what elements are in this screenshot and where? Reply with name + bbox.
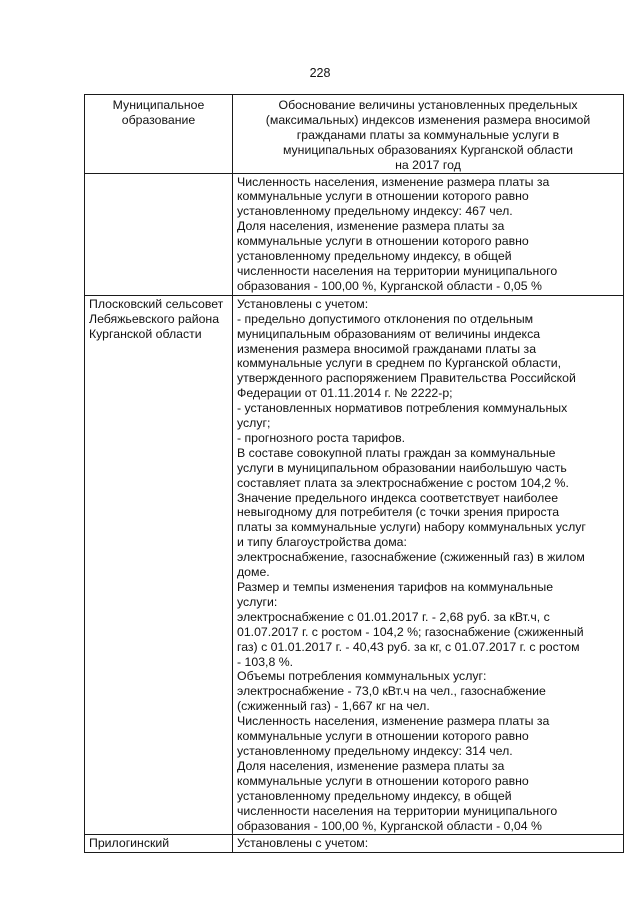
text-line: Федерации от 01.11.2014 г. № 2222-р; bbox=[237, 386, 453, 401]
text-line: Численность населения, изменение размера платы за bbox=[237, 174, 550, 189]
text-line: электроснабжение - 73,0 кВт.ч на чел., газоснабжение bbox=[237, 684, 546, 699]
municipality-cell bbox=[85, 295, 233, 835]
text-line: Прилогинский bbox=[89, 836, 170, 851]
text-line: муниципальным образованиям от величины индекса bbox=[237, 326, 541, 341]
text-line: В составе совокупной платы граждан за коммунальные bbox=[237, 445, 556, 460]
text-line: составляет плата за электроснабжение с ростом 104,2 %. bbox=[237, 475, 569, 490]
text-line: численности населения на территории муниципального bbox=[237, 263, 558, 278]
text-line: образование bbox=[121, 112, 196, 127]
text-line: - предельно допустимого отклонения по отдельным bbox=[237, 311, 534, 326]
text-line: коммунальные услуги в отношении которого равно bbox=[237, 234, 529, 249]
text-line: доме. bbox=[237, 565, 270, 580]
text-line: Курганской области bbox=[89, 326, 202, 341]
text-line: - прогнозного роста тарифов. bbox=[237, 430, 406, 445]
text-line: Размер и темпы изменения тарифов на коммунальные bbox=[237, 580, 554, 594]
table-row bbox=[85, 295, 624, 835]
text-line: коммунальные услуги в отношении которого равно bbox=[237, 773, 529, 788]
text-line: (сжиженный газ) - 1,667 кг на чел. bbox=[237, 699, 430, 714]
table-header-row bbox=[85, 95, 624, 174]
text-line: - установленных нормативов потребления коммунальных bbox=[237, 401, 568, 416]
text-line: Установлены с учетом: bbox=[237, 836, 369, 851]
justification-cell bbox=[233, 173, 624, 295]
header-justification bbox=[233, 95, 624, 174]
text-line: Лебяжьевского района bbox=[89, 311, 220, 326]
text-line: 01.07.2017 г. с ростом - 104,2 %; газоснабжение (сжиженный bbox=[237, 624, 584, 639]
text-line: Объемы потребления коммунальных услуг: bbox=[237, 669, 487, 684]
text-line: образования - 100,00 %, Курганской области - 0,04 % bbox=[237, 818, 542, 833]
text-line: численности населения на территории муниципального bbox=[237, 803, 558, 818]
text-line: муниципальных образованиях Курганской области bbox=[282, 142, 574, 157]
text-line: платы за коммунальные услуги) набору коммунальных услуг bbox=[237, 520, 586, 535]
text-line: Доля населения, изменение размера платы за bbox=[237, 758, 505, 773]
municipality-cell bbox=[85, 173, 233, 295]
text-line: услуг; bbox=[237, 416, 271, 431]
text-line: установленному предельному индексу, в общей bbox=[237, 788, 512, 803]
text-line: электроснабжение с 01.01.2017 г. - 2,68 руб. за кВт.ч, с bbox=[237, 609, 550, 624]
text-line: Установлены с учетом: bbox=[237, 296, 369, 311]
municipality-cell bbox=[85, 835, 233, 853]
text-line: услуги в муниципальном образовании наибольшую часть bbox=[237, 460, 567, 475]
justification-cell bbox=[233, 835, 624, 853]
text-line: Плосковский сельсовет bbox=[89, 296, 224, 311]
page-number: 228 bbox=[309, 66, 331, 80]
text-line: услуги: bbox=[237, 594, 278, 609]
justification-cell bbox=[233, 295, 624, 835]
text-line: (максимальных) индексов изменения размера вносимой bbox=[265, 112, 591, 127]
table-row bbox=[85, 835, 624, 853]
text-line: гражданами платы за коммунальные услуги в bbox=[296, 127, 560, 142]
text-line: установленному предельному индексу: 467 чел. bbox=[237, 204, 513, 219]
text-line: и типу благоустройства дома: bbox=[237, 535, 407, 550]
text-line: электроснабжение, газоснабжение (сжиженный газ) в жилом bbox=[237, 550, 585, 565]
text-line: Доля населения, изменение размера платы за bbox=[237, 219, 505, 234]
text-line: невыгодному для потребителя (с точки зрения прироста bbox=[237, 505, 560, 520]
text-line: Значение предельного индекса соответствует наиболее bbox=[237, 490, 559, 505]
text-line: на 2017 год bbox=[395, 157, 461, 172]
text-line: газ) с 01.01.2017 г. - 40,43 руб. за кг, с 01.07.2017 г. с ростом bbox=[237, 639, 580, 654]
text-line: изменения размера вносимой гражданами платы за bbox=[237, 341, 537, 356]
text-line: установленному предельному индексу: 314 чел. bbox=[237, 743, 513, 758]
text-line: утвержденного распоряжением Правительства Российской bbox=[237, 371, 576, 386]
text-line: коммунальные услуги в среднем по Курганской области, bbox=[237, 356, 562, 371]
text-line: Численность населения, изменение размера платы за bbox=[237, 714, 550, 729]
text-line: - 103,8 %. bbox=[237, 654, 294, 669]
text-line: Обоснование величины установленных предельных bbox=[278, 98, 578, 112]
text-line: коммунальные услуги в отношении которого равно bbox=[237, 189, 529, 204]
header-municipality bbox=[85, 95, 233, 174]
text-line: Муниципальное bbox=[112, 98, 205, 112]
table-body bbox=[85, 173, 624, 853]
text-line: образования - 100,00 %, Курганской области - 0,05 % bbox=[237, 278, 542, 293]
tariff-index-table bbox=[84, 94, 624, 853]
text-line: установленному предельному индексу, в общей bbox=[237, 249, 512, 264]
text-line: коммунальные услуги в отношении которого равно bbox=[237, 729, 529, 744]
table-row bbox=[85, 173, 624, 295]
